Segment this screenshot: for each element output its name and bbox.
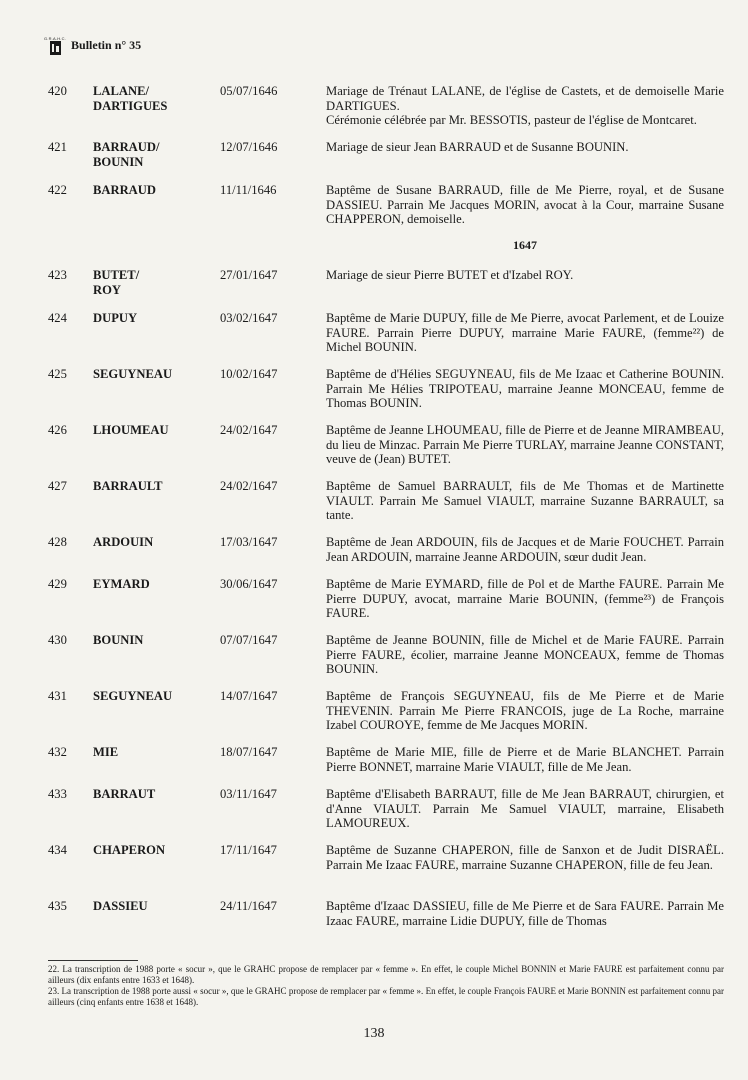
page-number: 138 — [363, 1026, 385, 1041]
family-name-line: BARRAUD — [93, 183, 156, 197]
family-name-line: BARRAULT — [93, 479, 163, 493]
entry-description — [326, 84, 724, 128]
entry-family-name — [93, 268, 139, 297]
entry-description — [326, 745, 724, 774]
entry-date: 03/11/1647 — [220, 787, 277, 801]
entry-family-name — [93, 140, 159, 169]
entry-date: 24/02/1647 — [220, 423, 278, 437]
entry-date: 24/02/1647 — [220, 479, 278, 493]
description-paragraph: Baptême de Jeanne LHOUMEAU, fille de Pierre et de Jeanne MIRAMBEAU, du lieu de Minzac. Parrain Me Pierre TURLAY, marraine Jeanne CONSTANT, veuve de (Jean) BUTET. — [326, 423, 724, 466]
entry-number: 427 — [48, 479, 67, 493]
family-name-line: BOUNIN — [93, 633, 144, 647]
entry-family-name — [93, 479, 163, 494]
year-heading: 1647 — [513, 238, 537, 252]
entry-family-name — [93, 787, 155, 802]
entry-description — [326, 899, 724, 928]
family-name-line: BARRAUT — [93, 787, 156, 801]
description-paragraph: Baptême de Suzanne CHAPERON, fille de Sanxon et de Judit DISRAËL. Parrain Me Izaac FAURE, marraine Suzanne CHAPERON, fille de feu Jean. — [326, 843, 724, 872]
entry-number: 431 — [48, 689, 67, 703]
entry-description — [326, 633, 724, 677]
entry-date: 03/02/1647 — [220, 311, 278, 325]
entry-date: 07/07/1647 — [220, 633, 278, 647]
entry-number: 420 — [48, 84, 67, 98]
family-name-line: LALANE/ — [93, 84, 149, 98]
entry-description — [326, 843, 724, 872]
entry-family-name — [93, 535, 153, 550]
family-name-line: MIE — [93, 745, 119, 759]
entry-family-name — [93, 423, 169, 438]
entry-number: 429 — [48, 577, 67, 591]
entry-family-name — [93, 899, 148, 914]
entry-number: 433 — [48, 787, 67, 801]
entry-date: 05/07/1646 — [220, 84, 278, 98]
entry-date: 10/02/1647 — [220, 367, 278, 381]
entry-date: 17/03/1647 — [220, 535, 278, 549]
grahc-logo — [44, 36, 66, 55]
description-paragraph: Mariage de sieur Jean BARRAUD et de Susanne BOUNIN. — [326, 140, 629, 154]
description-paragraph: Baptême de Jeanne BOUNIN, fille de Michel et de Marie FAURE. Parrain Pierre FAURE, écolier, marraine Jeanne MONCEAUX, femme de Thomas BOUNIN. — [326, 633, 724, 676]
logo-icon — [50, 41, 61, 55]
description-paragraph: Baptême de Samuel BARRAULT, fils de Me Thomas et de Martinette VIAULT. Parrain Me Samuel VIAULT, marraine Suzanne BARRAULT, sa tante. — [326, 479, 724, 522]
bulletin-title: Bulletin n° 35 — [71, 38, 142, 52]
entry-description — [326, 787, 724, 831]
family-name-line: BOUNIN — [93, 154, 144, 169]
entry-description — [326, 577, 724, 621]
entry-number: 435 — [48, 899, 67, 913]
description-paragraph: Baptême de Susane BARRAUD, fille de Me Pierre, royal, et de Susane DASSIEU. Parrain Me Jacques MORIN, avocat à la Cour, marraine Susane CHAPPERON, demoiselle. — [326, 183, 724, 226]
entry-number: 421 — [48, 140, 67, 154]
entry-number: 424 — [48, 311, 67, 325]
family-name-line: LHOUMEAU — [93, 423, 169, 437]
family-name-line: DUPUY — [93, 311, 138, 325]
family-name-line: SEGUYNEAU — [93, 689, 173, 703]
entry-family-name — [93, 633, 143, 648]
footnote-divider — [48, 960, 138, 961]
logo-text: G.R.A.H.C. — [44, 36, 67, 41]
family-name-line: DARTIGUES — [93, 98, 168, 113]
entry-family-name — [93, 843, 165, 858]
family-name-line: DASSIEU — [93, 899, 148, 913]
family-name-line: BARRAUD/ — [93, 140, 160, 154]
entry-description — [326, 423, 724, 467]
description-paragraph: Baptême de d'Hélies SEGUYNEAU, fils de Me Izaac et Catherine BOUNIN. Parrain Me Hélies TRIPOTEAU, marraine Jeanne MONCEAU, femme de Thomas BOUNIN. — [326, 367, 724, 410]
description-paragraph: Mariage de sieur Pierre BUTET et d'Izabel ROY. — [326, 268, 574, 282]
entry-date: 27/01/1647 — [220, 268, 278, 282]
entry-description — [326, 535, 724, 564]
family-name-line: ROY — [93, 282, 121, 297]
family-name-line: EYMARD — [93, 577, 150, 591]
entry-date: 17/11/1647 — [220, 843, 277, 857]
entry-date: 11/11/1646 — [220, 183, 277, 197]
page-header — [44, 36, 141, 55]
footnote-23: 23. La transcription de 1988 porte aussi « socur », que le GRAHC propose de remplacer par « femme ». En effet, le couple François FAURE et Marie BONNIN est parfaitement connu par ailleurs (cinq enfants entre 1638 et 1648). — [48, 986, 724, 1007]
entry-number: 425 — [48, 367, 67, 381]
entry-date: 30/06/1647 — [220, 577, 278, 591]
entry-date: 12/07/1646 — [220, 140, 278, 154]
entry-description — [326, 311, 724, 355]
entry-number: 422 — [48, 183, 67, 197]
entry-description — [326, 140, 724, 155]
entry-number: 426 — [48, 423, 67, 437]
entry-description — [326, 268, 724, 283]
entry-family-name — [93, 689, 172, 704]
entry-number: 432 — [48, 745, 67, 759]
entry-description — [326, 367, 724, 411]
entry-date: 18/07/1647 — [220, 745, 278, 759]
entry-family-name — [93, 84, 167, 113]
entry-number: 430 — [48, 633, 67, 647]
description-paragraph: Baptême d'Izaac DASSIEU, fille de Me Pierre et de Sara FAURE. Parrain Me Izaac FAURE, marraine Lidie DUPUY, fille de Thomas — [326, 899, 724, 928]
entry-description — [326, 689, 724, 733]
description-paragraph: Baptême de Marie MIE, fille de Pierre et de Marie BLANCHET. Parrain Pierre BONNET, marraine Marie VIAULT, fille de Me Jean. — [326, 745, 724, 774]
entry-family-name — [93, 183, 156, 198]
footnote-22: 22. La transcription de 1988 porte « socur », que le GRAHC propose de remplacer par « femme ». En effet, le couple Michel BONNIN et Marie FAURE est parfaitement connu par ailleurs (dix enfants entre 1633 et 1648). — [48, 964, 724, 985]
family-name-line: CHAPERON — [93, 843, 166, 857]
entry-date: 24/11/1647 — [220, 899, 277, 913]
description-paragraph: Cérémonie célébrée par Mr. BESSOTIS, pasteur de l'église de Montcaret. — [326, 113, 697, 127]
entry-family-name — [93, 745, 118, 760]
footnotes — [48, 964, 724, 1008]
entry-number: 423 — [48, 268, 67, 282]
entry-date: 14/07/1647 — [220, 689, 278, 703]
description-paragraph: Baptême de Marie EYMARD, fille de Pol et de Marthe FAURE. Parrain Me Pierre DUPUY, avocat, marraine Marie BOUNIN, (femme²³) de François FAURE. — [326, 577, 724, 620]
family-name-line: ARDOUIN — [93, 535, 154, 549]
family-name-line: SEGUYNEAU — [93, 367, 173, 381]
description-paragraph: Baptême de Marie DUPUY, fille de Me Pierre, avocat Parlement, et de Louize FAURE. Parrain Pierre DUPUY, marraine Marie FAURE, (femme²²) de Michel BOUNIN. — [326, 311, 724, 354]
entry-number: 428 — [48, 535, 67, 549]
entry-family-name — [93, 367, 172, 382]
description-paragraph: Baptême de François SEGUYNEAU, fils de Me Pierre et de Marie THEVENIN. Parrain Me Pierre FRANCOIS, juge de La Roche, marraine Izabel COUROYE, femme de Me Jacques MORIN. — [326, 689, 724, 732]
entry-description — [326, 479, 724, 523]
entry-family-name — [93, 311, 137, 326]
entry-family-name — [93, 577, 150, 592]
family-name-line: BUTET/ — [93, 268, 140, 282]
description-paragraph: Mariage de Trénaut LALANE, de l'église de Castets, et de demoiselle Marie DARTIGUES. — [326, 84, 724, 113]
entry-description — [326, 183, 724, 227]
entry-number: 434 — [48, 843, 67, 857]
description-paragraph: Baptême d'Elisabeth BARRAUT, fille de Me Jean BARRAUT, chirurgien, et d'Anne VIAULT. Parrain Me Samuel VIAULT, marraine, Elisabeth LAMOUREUX. — [326, 787, 724, 830]
description-paragraph: Baptême de Jean ARDOUIN, fils de Jacques et de Marie FOUCHET. Parrain Jean ARDOUIN, marraine Jeanne ARDOUIN, sœur dudit Jean. — [326, 535, 724, 564]
